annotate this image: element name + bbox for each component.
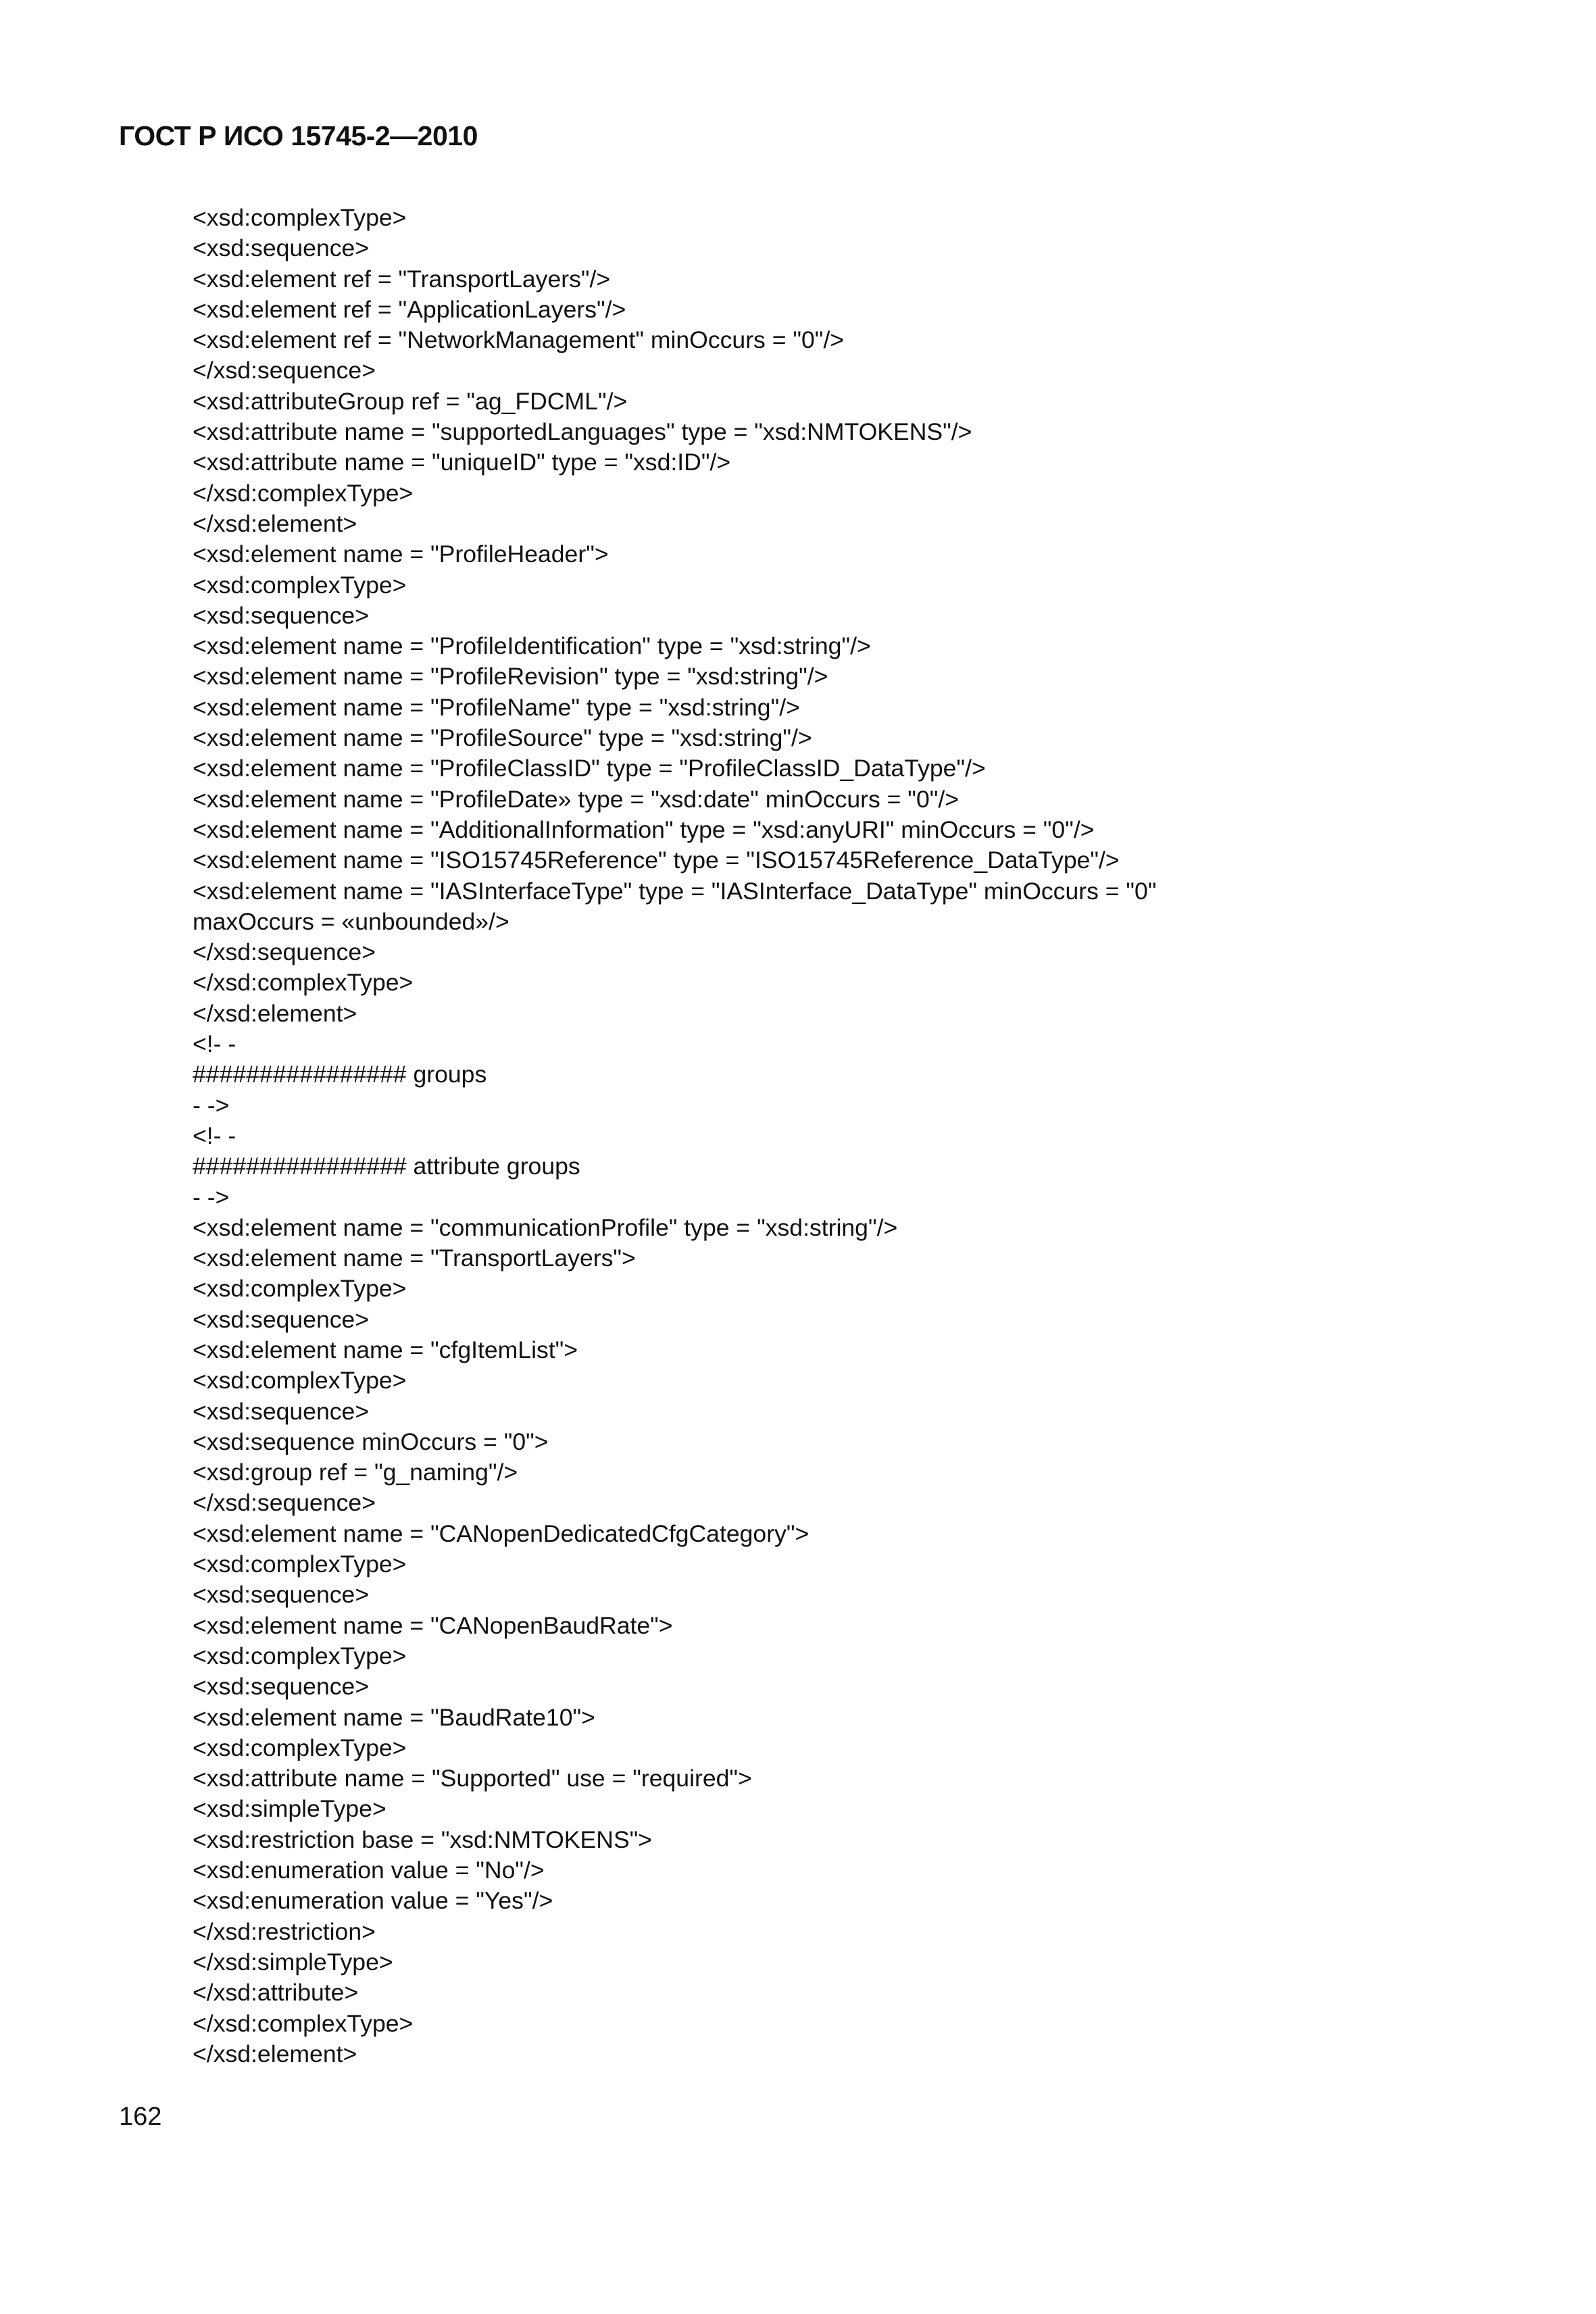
code-line: <xsd:attribute name = "Supported" use = "required"> — [193, 1765, 752, 1792]
code-line: <!- - — [193, 1030, 236, 1058]
code-line: <xsd:element name = "ProfileClassID" type = "ProfileClassID_DataType"/> — [193, 755, 986, 782]
code-line: <xsd:attribute name = "uniqueID" type = "xsd:ID"/> — [193, 449, 731, 476]
page-number: 162 — [119, 2103, 162, 2131]
code-line: <xsd:element name = "ProfileName" type = "xsd:string"/> — [193, 693, 800, 721]
code-line: <xsd:sequence> — [193, 234, 370, 262]
code-line: <xsd:sequence> — [193, 601, 370, 629]
code-line: </xsd:sequence> — [193, 1489, 376, 1517]
code-line: - -> — [193, 1183, 230, 1211]
code-line: <xsd:attribute name = "supportedLanguages" type = "xsd:NMTOKENS"/> — [193, 418, 972, 446]
code-line: <xsd:simpleType> — [193, 1795, 386, 1823]
code-line: <xsd:element name = "IASInterfaceType" type = "IASInterface_DataType" minOccurs = "0" — [193, 877, 1157, 905]
code-line: <xsd:element name = "ProfileSource" type = "xsd:string"/> — [193, 724, 812, 752]
page-header-standard: ГОСТ Р ИСО 15745-2—2010 — [119, 120, 478, 151]
code-line: </xsd:simpleType> — [193, 1948, 393, 1976]
code-line: <xsd:element name = "cfgItemList"> — [193, 1336, 578, 1363]
code-line: </xsd:restriction> — [193, 1917, 376, 1945]
code-line: <xsd:sequence> — [193, 1581, 370, 1609]
code-line: <xsd:complexType> — [193, 1642, 407, 1669]
code-line: <xsd:element ref = "NetworkManagement" minOccurs = "0"/> — [193, 326, 845, 354]
code-line: <xsd:complexType> — [193, 204, 407, 231]
code-line: <xsd:complexType> — [193, 1367, 407, 1394]
code-line: <xsd:element ref = "ApplicationLayers"/> — [193, 295, 626, 323]
code-line: </xsd:sequence> — [193, 357, 376, 384]
code-line: </xsd:attribute> — [193, 1979, 359, 2007]
code-line: <xsd:element name = "TransportLayers"> — [193, 1244, 636, 1272]
code-line: <xsd:enumeration value = "No"/> — [193, 1857, 545, 1884]
code-line: </xsd:element> — [193, 509, 357, 537]
code-line: ################ groups — [193, 1061, 487, 1088]
code-line: </xsd:element> — [193, 999, 357, 1027]
code-line: maxOccurs = «unbounded»/> — [193, 907, 509, 935]
code-line: <xsd:element name = "ProfileHeader"> — [193, 540, 609, 568]
code-line: <xsd:complexType> — [193, 1734, 407, 1761]
code-line: <xsd:restriction base = "xsd:NMTOKENS"> — [193, 1826, 653, 1853]
code-line: <xsd:element name = "CANopenDedicatedCfgCategory"> — [193, 1519, 809, 1547]
code-line: <xsd:complexType> — [193, 571, 407, 599]
code-line: ################ attribute groups — [193, 1153, 580, 1180]
code-line: <xsd:element name = "BaudRate10"> — [193, 1703, 595, 1731]
code-line: <xsd:sequence> — [193, 1397, 370, 1425]
code-line: </xsd:complexType> — [193, 2009, 414, 2037]
code-line: <xsd:sequence> — [193, 1673, 370, 1701]
code-line: <xsd:element name = "ProfileIdentification" type = "xsd:string"/> — [193, 632, 871, 660]
xsd-code-block — [193, 203, 1510, 2069]
code-line: <xsd:sequence> — [193, 1305, 370, 1333]
code-line: <xsd:complexType> — [193, 1551, 407, 1578]
code-line: - -> — [193, 1091, 230, 1119]
code-line: <xsd:element name = "ProfileRevision" type = "xsd:string"/> — [193, 663, 828, 690]
code-line: </xsd:element> — [193, 2040, 357, 2067]
code-line: <xsd:element name = "ISO15745Reference" type = "ISO15745Reference_DataType"/> — [193, 847, 1120, 874]
code-line: <xsd:element name = "communicationProfile" type = "xsd:string"/> — [193, 1213, 898, 1241]
code-line: </xsd:sequence> — [193, 938, 376, 966]
code-line: <xsd:attributeGroup ref = "ag_FDCML"/> — [193, 387, 628, 415]
code-line: <xsd:element name = "CANopenBaudRate"> — [193, 1611, 673, 1639]
code-line: </xsd:complexType> — [193, 969, 414, 997]
code-line: <xsd:enumeration value = "Yes"/> — [193, 1887, 553, 1915]
code-line: <!- - — [193, 1122, 236, 1149]
code-line: <xsd:sequence minOccurs = "0"> — [193, 1428, 549, 1455]
code-line: <xsd:element ref = "TransportLayers"/> — [193, 265, 611, 293]
code-line: <xsd:group ref = "g_naming"/> — [193, 1459, 518, 1486]
code-line: </xsd:complexType> — [193, 479, 414, 507]
code-line: <xsd:element name = "AdditionalInformation" type = "xsd:anyURI" minOccurs = "0"/> — [193, 815, 1095, 843]
code-line: <xsd:element name = "ProfileDate» type = "xsd:date" minOccurs = "0"/> — [193, 785, 959, 813]
code-line: <xsd:complexType> — [193, 1275, 407, 1303]
